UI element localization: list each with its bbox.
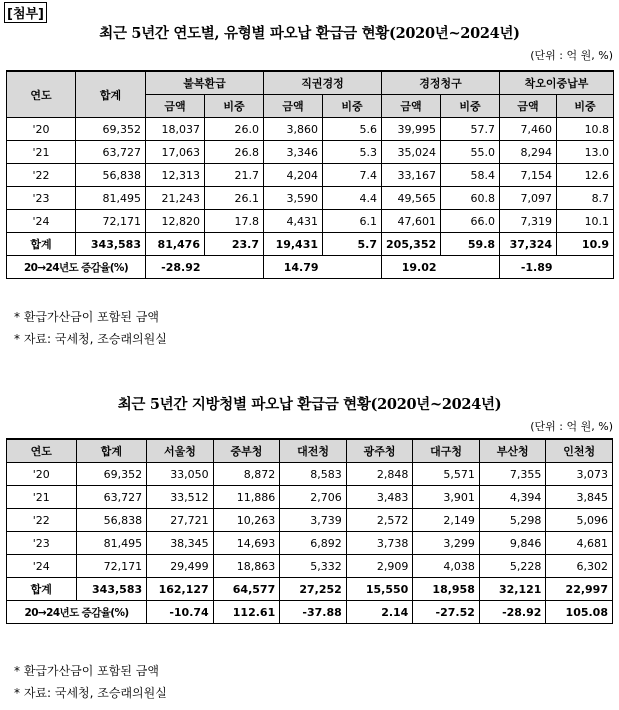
- table-cell: 7,154: [500, 164, 557, 187]
- year-cell: '22: [7, 509, 77, 532]
- table-cell: 8.7: [557, 187, 614, 210]
- year-cell: '22: [7, 164, 76, 187]
- table-cell: 3,346: [264, 141, 323, 164]
- table-cell: 6,302: [546, 555, 613, 578]
- table1-note-2: * 자료: 국세청, 조승래의원실: [14, 332, 167, 346]
- table-row: [7, 509, 613, 532]
- table-cell: 3,845: [546, 486, 613, 509]
- table-cell: 3,739: [280, 509, 347, 532]
- table-cell: 7.4: [323, 164, 382, 187]
- sum-label: 합계: [7, 578, 77, 601]
- table-cell: 4,204: [264, 164, 323, 187]
- table-cell: 26.1: [205, 187, 264, 210]
- table-cell: 112.61: [213, 601, 280, 624]
- header-double-payment: 착오이중납부: [500, 71, 614, 95]
- table-cell: 3,073: [546, 463, 613, 486]
- subheader-amount: 금액: [264, 95, 323, 118]
- subheader-ratio: 비중: [557, 95, 614, 118]
- table-cell: 49,565: [382, 187, 441, 210]
- table-cell: 4.4: [323, 187, 382, 210]
- table-cell: 58.4: [441, 164, 500, 187]
- table-cell: 13.0: [557, 141, 614, 164]
- year-cell: '23: [7, 187, 76, 210]
- table-row: [7, 486, 613, 509]
- table-cell: -28.92: [146, 256, 205, 279]
- column-header: 연도: [7, 439, 77, 463]
- table-cell: 21.7: [205, 164, 264, 187]
- table-cell: 10.9: [557, 233, 614, 256]
- table-cell: 26.8: [205, 141, 264, 164]
- table1-note-1: * 환급가산금이 포함된 금액: [14, 310, 159, 324]
- table-cell: 5.3: [323, 141, 382, 164]
- table-cell: 64,577: [213, 578, 280, 601]
- table1-unit: (단위 : 억 원, %): [530, 49, 613, 62]
- table-cell: 39,995: [382, 118, 441, 141]
- table-cell: 4,394: [479, 486, 546, 509]
- table-cell: 3,299: [413, 532, 480, 555]
- table-cell: 26.0: [205, 118, 264, 141]
- table-cell: 7,460: [500, 118, 557, 141]
- table-cell: 3,483: [346, 486, 413, 509]
- table-cell: 63,727: [76, 141, 146, 164]
- table-cell: 55.0: [441, 141, 500, 164]
- column-header: 서울청: [147, 439, 214, 463]
- attachment-label: [첨부]: [4, 2, 47, 23]
- year-cell: '23: [7, 532, 77, 555]
- table-cell: -27.52: [413, 601, 480, 624]
- table-row: [7, 164, 614, 187]
- region-refund-table: [6, 438, 613, 624]
- table-cell: 8,294: [500, 141, 557, 164]
- table-cell: 2,572: [346, 509, 413, 532]
- table-row: [7, 532, 613, 555]
- table-cell: 59.8: [441, 233, 500, 256]
- table-cell: 10.1: [557, 210, 614, 233]
- table-cell: 81,495: [76, 187, 146, 210]
- table-cell: 18,958: [413, 578, 480, 601]
- subheader-amount: 금액: [382, 95, 441, 118]
- year-cell: '21: [7, 486, 77, 509]
- table-cell: -37.88: [280, 601, 347, 624]
- table-cell: 60.8: [441, 187, 500, 210]
- subheader-ratio: 비중: [323, 95, 382, 118]
- table-cell: 17,063: [146, 141, 205, 164]
- table-cell-empty: [441, 256, 500, 279]
- table-cell: 105.08: [546, 601, 613, 624]
- table-cell: 66.0: [441, 210, 500, 233]
- table-cell: 3,901: [413, 486, 480, 509]
- table-cell: 6,892: [280, 532, 347, 555]
- table-cell: 15,550: [346, 578, 413, 601]
- table2-note-1: * 환급가산금이 포함된 금액: [14, 664, 159, 678]
- table-cell: 14,693: [213, 532, 280, 555]
- table-cell: 5.7: [323, 233, 382, 256]
- table2-title: 최근 5년간 지방청별 파오납 환급금 현황(2020년~2024년): [117, 396, 502, 413]
- table-cell: 5,096: [546, 509, 613, 532]
- table-cell: 343,583: [76, 233, 146, 256]
- header-ex-officio-correction: 직권경정: [264, 71, 382, 95]
- table-cell: 11,886: [213, 486, 280, 509]
- sum-label: 합계: [7, 233, 76, 256]
- table-cell: 72,171: [76, 555, 147, 578]
- header-objection-refund: 불복환급: [146, 71, 264, 95]
- table-cell: 69,352: [76, 463, 147, 486]
- table-cell: 5,332: [280, 555, 347, 578]
- table-cell: 72,171: [76, 210, 146, 233]
- table-cell: 8,583: [280, 463, 347, 486]
- column-header: 부산청: [479, 439, 546, 463]
- table-row: [7, 141, 614, 164]
- table-cell: 63,727: [76, 486, 147, 509]
- table-row: [7, 210, 614, 233]
- header-correction-request: 경정청구: [382, 71, 500, 95]
- table-cell: 56,838: [76, 164, 146, 187]
- table-cell-empty: [557, 256, 614, 279]
- table-cell: 12,820: [146, 210, 205, 233]
- table-cell: 2,149: [413, 509, 480, 532]
- table-cell: -10.74: [147, 601, 214, 624]
- table2-note-2: * 자료: 국세청, 조승래의원실: [14, 686, 167, 700]
- table-cell: 81,476: [146, 233, 205, 256]
- table-cell: 5,228: [479, 555, 546, 578]
- table-row: [7, 555, 613, 578]
- table-cell-empty: [205, 256, 264, 279]
- table-cell: 19.02: [382, 256, 441, 279]
- type-refund-table: [6, 70, 614, 279]
- table-cell: 35,024: [382, 141, 441, 164]
- table2-unit: (단위 : 억 원, %): [530, 420, 613, 433]
- table-cell: 4,431: [264, 210, 323, 233]
- header-total: 합계: [76, 71, 146, 118]
- table-cell: 18,863: [213, 555, 280, 578]
- table-row: [7, 118, 614, 141]
- table-cell: 6.1: [323, 210, 382, 233]
- table-cell: 57.7: [441, 118, 500, 141]
- table-cell: 4,038: [413, 555, 480, 578]
- table-cell: 29,499: [147, 555, 214, 578]
- column-header: 대전청: [280, 439, 347, 463]
- table-cell: 47,601: [382, 210, 441, 233]
- column-header: 대구청: [413, 439, 480, 463]
- table-cell: 33,167: [382, 164, 441, 187]
- table-cell: 27,252: [280, 578, 347, 601]
- table-cell: 4,681: [546, 532, 613, 555]
- table-cell: 5,571: [413, 463, 480, 486]
- table-cell: 18,037: [146, 118, 205, 141]
- table-cell: 12.6: [557, 164, 614, 187]
- table-cell: 33,050: [147, 463, 214, 486]
- table-cell: 14.79: [264, 256, 323, 279]
- table-cell: 3,860: [264, 118, 323, 141]
- subheader-amount: 금액: [146, 95, 205, 118]
- subheader-ratio: 비중: [205, 95, 264, 118]
- table-cell: 3,738: [346, 532, 413, 555]
- table-cell: 81,495: [76, 532, 147, 555]
- year-cell: '20: [7, 118, 76, 141]
- table-cell: 205,352: [382, 233, 441, 256]
- table-cell: 2,706: [280, 486, 347, 509]
- table-row: [7, 187, 614, 210]
- subheader-amount: 금액: [500, 95, 557, 118]
- table-cell: 2.14: [346, 601, 413, 624]
- year-cell: '24: [7, 555, 77, 578]
- table-cell: 5.6: [323, 118, 382, 141]
- table-cell: 38,345: [147, 532, 214, 555]
- table-cell: 5,298: [479, 509, 546, 532]
- table-cell: 37,324: [500, 233, 557, 256]
- header-year: 연도: [7, 71, 76, 118]
- table1-title: 최근 5년간 연도별, 유형별 파오납 환급금 현황(2020년~2024년): [99, 25, 520, 42]
- table-cell: -28.92: [479, 601, 546, 624]
- column-header: 중부청: [213, 439, 280, 463]
- table-cell: 21,243: [146, 187, 205, 210]
- table-cell: 56,838: [76, 509, 147, 532]
- table-cell-empty: [323, 256, 382, 279]
- table-cell: 19,431: [264, 233, 323, 256]
- table-cell: 9,846: [479, 532, 546, 555]
- table-cell: -1.89: [500, 256, 557, 279]
- table-row: [7, 463, 613, 486]
- table-cell: 2,909: [346, 555, 413, 578]
- year-cell: '24: [7, 210, 76, 233]
- table-cell: 23.7: [205, 233, 264, 256]
- table-cell: 17.8: [205, 210, 264, 233]
- subheader-ratio: 비중: [441, 95, 500, 118]
- rate-label: 20→24년도 증감율(%): [7, 601, 147, 624]
- rate-label: 20→24년도 증감율(%): [7, 256, 146, 279]
- table-cell: 22,997: [546, 578, 613, 601]
- table-cell: 10.8: [557, 118, 614, 141]
- table-cell: 69,352: [76, 118, 146, 141]
- table-cell: 12,313: [146, 164, 205, 187]
- table-cell: 2,848: [346, 463, 413, 486]
- table-cell: 7,319: [500, 210, 557, 233]
- table-cell: 7,355: [479, 463, 546, 486]
- table-cell: 32,121: [479, 578, 546, 601]
- column-header: 인천청: [546, 439, 613, 463]
- column-header: 광주청: [346, 439, 413, 463]
- year-cell: '21: [7, 141, 76, 164]
- table-cell: 10,263: [213, 509, 280, 532]
- table-cell: 3,590: [264, 187, 323, 210]
- table-cell: 7,097: [500, 187, 557, 210]
- column-header: 합계: [76, 439, 147, 463]
- table-cell: 27,721: [147, 509, 214, 532]
- table-cell: 33,512: [147, 486, 214, 509]
- table-cell: 162,127: [147, 578, 214, 601]
- table-cell: 343,583: [76, 578, 147, 601]
- table-cell: 8,872: [213, 463, 280, 486]
- year-cell: '20: [7, 463, 77, 486]
